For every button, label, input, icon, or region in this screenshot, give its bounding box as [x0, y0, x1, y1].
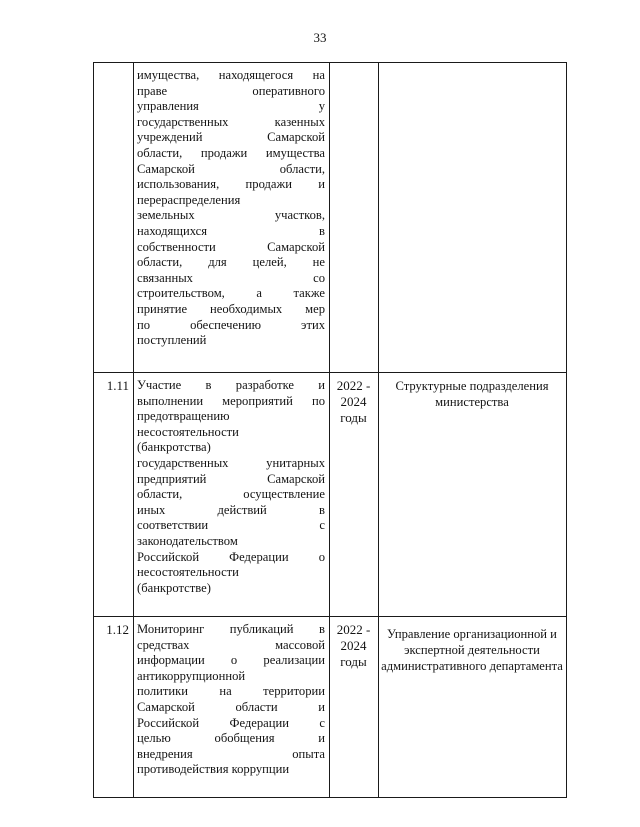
row-term: 2022 - 2024 годы	[336, 378, 371, 425]
description-line: принятие необходимых мер	[137, 301, 325, 316]
description-line: предприятий Самарской	[137, 471, 325, 486]
description-line: Мониторинг публикаций в	[137, 622, 325, 636]
description-line: области, для целей, не	[137, 255, 325, 270]
description-line: антикоррупционной	[137, 668, 246, 683]
description-line: противодействия коррупции	[137, 762, 290, 777]
description-line: предотвращению	[137, 409, 230, 424]
description-line: учреждений Самарской	[137, 130, 325, 145]
description-line: Российской Федерации с	[137, 715, 325, 730]
table-row	[93, 372, 566, 616]
description-line: строительством, а также	[137, 286, 325, 301]
description-line: Самарской области,	[137, 161, 325, 176]
description-line: использования, продажи и	[137, 177, 325, 192]
description-line: собственности Самарской	[137, 239, 325, 254]
description-line: имущества, находящегося на	[137, 68, 325, 82]
column-border	[566, 62, 567, 798]
description-line: государственных унитарных	[137, 455, 325, 470]
description-line: поступлений	[137, 333, 207, 348]
description-line: информации о реализации	[137, 653, 325, 668]
row-number	[93, 62, 133, 372]
description-line: Российской Федерации о	[137, 549, 325, 564]
description-line: политики на территории	[137, 684, 325, 699]
row-responsible: Управление организационной и экспертной деятельности административного департамента	[381, 627, 563, 673]
description-line: государственных казенных	[137, 114, 325, 129]
row-responsible	[378, 62, 566, 372]
description-line: (банкротства)	[137, 440, 211, 455]
description-line: находящихся в	[137, 223, 325, 238]
description-line: (банкротстве)	[137, 580, 211, 595]
description-line: перераспределения	[137, 192, 241, 207]
page-number: 33	[313, 30, 327, 45]
description-line: связанных со	[137, 270, 325, 285]
description-line: по обеспечению этих	[137, 317, 325, 332]
row-responsible: Структурные подразделения министерства	[395, 379, 549, 409]
row-description	[133, 62, 329, 372]
table-bottom-border	[93, 797, 567, 798]
description-line: целью обобщения и	[137, 731, 325, 746]
row-description	[133, 616, 329, 797]
table-row	[93, 62, 566, 372]
description-line: земельных участков,	[137, 208, 325, 223]
description-line: законодательством	[137, 533, 238, 548]
description-line: иных действий в	[137, 502, 325, 517]
description-line: области, осуществление	[137, 487, 325, 502]
description-line: несостоятельности	[137, 565, 239, 580]
description-line: соответствии с	[137, 518, 325, 533]
description-line: управления у	[137, 99, 325, 114]
description-line: средствах массовой	[137, 637, 325, 652]
row-number: 1.12	[106, 622, 129, 637]
row-number: 1.11	[106, 378, 129, 393]
description-line: выполнении мероприятий по	[137, 393, 325, 408]
description-line: несостоятельности	[137, 424, 239, 439]
description-line: внедрения опыта	[137, 746, 325, 761]
table-row	[93, 616, 566, 797]
description-line: Самарской области и	[137, 699, 325, 714]
description-line: области, продажи имущества	[137, 145, 325, 160]
description-line: праве оперативного	[137, 83, 325, 98]
row-description	[133, 372, 329, 616]
description-line: Участие в разработке и	[137, 378, 325, 392]
row-term: 2022 - 2024 годы	[336, 622, 371, 669]
